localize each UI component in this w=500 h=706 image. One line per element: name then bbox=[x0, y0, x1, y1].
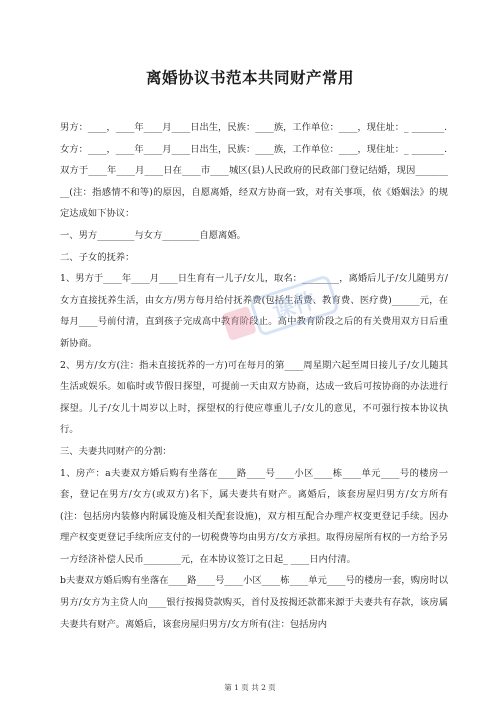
page-footer: 第 1 页 共 2 页 bbox=[224, 683, 276, 692]
watermark-text: 课件 bbox=[270, 288, 320, 326]
paragraph-section-3-heading: 三、夫妻共同财产的分割： bbox=[60, 445, 172, 457]
paragraph-husband-info: 男方：____，____年____月____日出生，民族：____族，工作单位：____，现住址：_ _______. bbox=[60, 122, 448, 133]
paragraph-marriage-registration: 双方于____年____月____日在____市____城区(县)人民政府的民政部门登记结婚，现因_________(注：指感情不和等)的原因，自愿离婚，经双方协商一致，对有关事项，依《婚姻法》的规定达成如下协议： bbox=[60, 165, 448, 220]
paragraph-section-1: 一、男方________与女方________自愿离婚。 bbox=[60, 229, 246, 241]
paragraph-child-custody: 1、男方于____年____月____日生育有一儿子/女儿，取名：________，离婚后儿子/女儿随男方/女方直接抚养生活，由女方/男方每月给付抚养费(包括生活费、教育费、医疗费)______元，在每月____号前付清，直到孩子完成高中教育阶段止。高中教育阶段之后的有关费用双方日后重新协商。 bbox=[60, 273, 448, 349]
paragraph-section-2-heading: 二、子女的抚养： bbox=[60, 251, 135, 263]
document-body bbox=[60, 117, 448, 635]
paragraph-visitation: 2、男方/女方(注：指未直接抚养的一方)可在每月的第____周星期六起至周日接儿子/女儿随其生活或娱乐。如临时或节假日探望，可提前一天由双方协商，达成一致后可按协商的办法进行探望。儿子/女儿十周岁以上时，探望权的行使应尊重儿子/女儿的意见，不可强行按本协议执行。 bbox=[60, 359, 448, 436]
paragraph-property-b: b夫妻双方婚后购有坐落在____路____号____小区____栋____单元____号的楼房一套，购房时以男方/女方为主贷人向____银行按揭贷款购买，首付及按揭还款都来源于夫妻共有存款，该房属夫妻共有财产。离婚后，该套房屋归男方/女方所有(注：包括房内 bbox=[60, 575, 448, 630]
document-title: 离婚协议书范本共同财产常用 bbox=[145, 69, 354, 87]
paragraph-wife-info: 女方：____，____年____月____日出生，民族：____族，工作单位：____，现住址：_ _______. bbox=[60, 143, 448, 155]
paragraph-property-a: 1、房产：a夫妻双方婚后购有坐落在____路____号____小区____栋____单元____号的楼房一套，登记在男方/女方(或双方)名下，属夫妻共有财产。离婚后，该套房屋归男方/女方所有(注：包括房内装修内附属设施及相关配套设施)，双方相互配合办理产权变更登记手续。因办理产权变更登记手续所应支付的一切税费等均由男方/女方承担。取得房屋所有权的一方给予另一方经济补偿人民币________元，在本协议签订之日起_ ____日内付清。 bbox=[60, 467, 448, 565]
